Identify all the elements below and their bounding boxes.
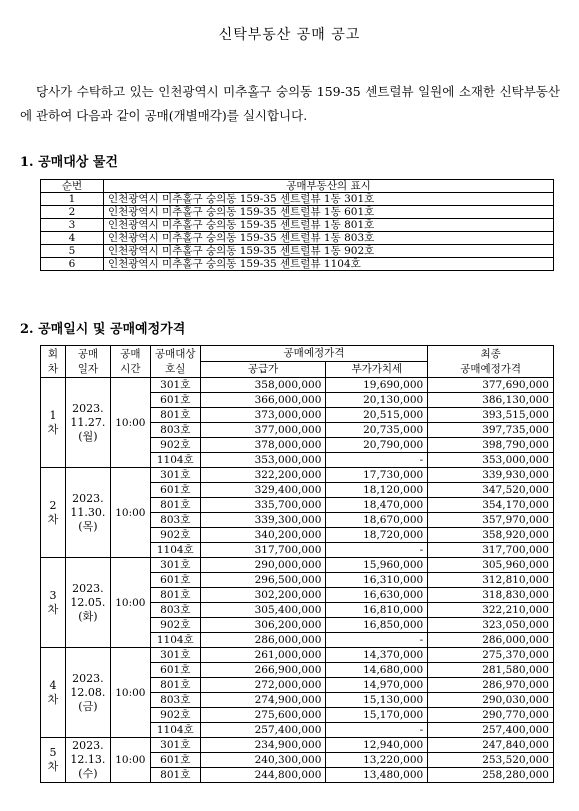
final-price-cell: 258,280,000	[428, 768, 554, 783]
supply-price-cell: 339,300,000	[200, 513, 326, 528]
section1-heading: 1. 공매대상 물건	[20, 155, 118, 170]
final-price-cell: 290,770,000	[428, 708, 554, 723]
vat-cell: 17,730,000	[326, 468, 428, 483]
final-price-cell: 290,030,000	[428, 693, 554, 708]
vat-cell: 18,720,000	[326, 528, 428, 543]
final-price-cell: 377,690,000	[428, 378, 554, 393]
supply-price-cell: 266,900,000	[200, 663, 326, 678]
date-cell: 2023. 11.27. (월)	[65, 378, 110, 468]
table-row	[41, 258, 554, 271]
supply-price-cell: 305,400,000	[200, 603, 326, 618]
round-cell: 1 차	[41, 378, 66, 468]
vat-cell: 16,810,000	[326, 603, 428, 618]
vat-cell: 13,220,000	[326, 753, 428, 768]
property-address: 인천광역시 미추홀구 숭의동 159-35 센트럴뷰 1동 803호	[104, 232, 554, 245]
col-header-no: 순번	[41, 180, 104, 193]
unit-cell: 801호	[150, 768, 200, 783]
unit-cell: 801호	[150, 498, 200, 513]
col-header-supply: 공급가	[200, 362, 326, 378]
table-row	[41, 378, 554, 393]
unit-cell: 301호	[150, 558, 200, 573]
unit-cell: 1104호	[150, 543, 200, 558]
round-cell: 3 차	[41, 558, 66, 648]
supply-price-cell: 377,000,000	[200, 423, 326, 438]
vat-cell: 14,680,000	[326, 663, 428, 678]
final-price-cell: 339,930,000	[428, 468, 554, 483]
round-cell: 4 차	[41, 648, 66, 738]
row-number: 5	[41, 245, 104, 258]
final-price-cell: 257,400,000	[428, 723, 554, 738]
final-price-cell: 305,960,000	[428, 558, 554, 573]
final-price-cell: 281,580,000	[428, 663, 554, 678]
supply-price-cell: 257,400,000	[200, 723, 326, 738]
property-address: 인천광역시 미추홀구 숭의동 159-35 센트럴뷰 1동 902호	[104, 245, 554, 258]
time-cell: 10:00	[110, 738, 150, 783]
date-cell: 2023. 11.30. (목)	[65, 468, 110, 558]
supply-price-cell: 240,300,000	[200, 753, 326, 768]
final-price-cell: 347,520,000	[428, 483, 554, 498]
supply-price-cell: 358,000,000	[200, 378, 326, 393]
supply-price-cell: 353,000,000	[200, 453, 326, 468]
unit-cell: 803호	[150, 693, 200, 708]
table-row	[41, 193, 554, 206]
property-address: 인천광역시 미추홀구 숭의동 159-35 센트럴뷰 1104호	[104, 258, 554, 271]
final-price-cell: 286,970,000	[428, 678, 554, 693]
vat-cell: 16,310,000	[326, 573, 428, 588]
unit-cell: 301호	[150, 648, 200, 663]
table-row	[41, 738, 554, 753]
vat-cell: 18,470,000	[326, 498, 428, 513]
vat-cell: 13,480,000	[326, 768, 428, 783]
final-price-cell: 353,000,000	[428, 453, 554, 468]
final-price-cell: 397,735,000	[428, 423, 554, 438]
final-price-cell: 253,520,000	[428, 753, 554, 768]
vat-cell: -	[326, 453, 428, 468]
col-header-final-price: 최종 공매예정가격	[428, 346, 554, 378]
vat-cell: 14,970,000	[326, 678, 428, 693]
vat-cell: -	[326, 633, 428, 648]
vat-cell: 16,850,000	[326, 618, 428, 633]
unit-cell: 1104호	[150, 723, 200, 738]
supply-price-cell: 244,800,000	[200, 768, 326, 783]
vat-cell: 16,630,000	[326, 588, 428, 603]
supply-price-cell: 366,000,000	[200, 393, 326, 408]
supply-price-cell: 329,400,000	[200, 483, 326, 498]
supply-price-cell: 322,200,000	[200, 468, 326, 483]
supply-price-cell: 302,200,000	[200, 588, 326, 603]
unit-cell: 902호	[150, 708, 200, 723]
target-property-table	[40, 179, 554, 271]
table-row	[41, 219, 554, 232]
supply-price-cell: 290,000,000	[200, 558, 326, 573]
final-price-cell: 312,810,000	[428, 573, 554, 588]
vat-cell: 18,670,000	[326, 513, 428, 528]
vat-cell: -	[326, 723, 428, 738]
unit-cell: 601호	[150, 753, 200, 768]
vat-cell: 14,370,000	[326, 648, 428, 663]
property-address: 인천광역시 미추홀구 숭의동 159-35 센트럴뷰 1동 301호	[104, 193, 554, 206]
vat-cell: 12,940,000	[326, 738, 428, 753]
property-address: 인천광역시 미추홀구 숭의동 159-35 센트럴뷰 1동 801호	[104, 219, 554, 232]
supply-price-cell: 335,700,000	[200, 498, 326, 513]
final-price-cell: 357,970,000	[428, 513, 554, 528]
unit-cell: 803호	[150, 603, 200, 618]
supply-price-cell: 378,000,000	[200, 438, 326, 453]
date-cell: 2023. 12.08. (금)	[65, 648, 110, 738]
supply-price-cell: 261,000,000	[200, 648, 326, 663]
unit-cell: 601호	[150, 483, 200, 498]
supply-price-cell: 234,900,000	[200, 738, 326, 753]
final-price-cell: 247,840,000	[428, 738, 554, 753]
unit-cell: 801호	[150, 678, 200, 693]
supply-price-cell: 317,700,000	[200, 543, 326, 558]
page-title: 신탁부동산 공매 공고	[218, 27, 361, 43]
unit-cell: 301호	[150, 468, 200, 483]
supply-price-cell: 286,000,000	[200, 633, 326, 648]
table-row	[41, 468, 554, 483]
time-cell: 10:00	[110, 648, 150, 738]
unit-cell: 601호	[150, 573, 200, 588]
vat-cell: 19,690,000	[326, 378, 428, 393]
supply-price-cell: 274,900,000	[200, 693, 326, 708]
final-price-cell: 386,130,000	[428, 393, 554, 408]
col-header-round: 회 차	[41, 346, 66, 378]
vat-cell: 18,120,000	[326, 483, 428, 498]
unit-cell: 803호	[150, 513, 200, 528]
vat-cell: 15,960,000	[326, 558, 428, 573]
unit-cell: 1104호	[150, 633, 200, 648]
table-row	[41, 648, 554, 663]
col-header-property: 공매부동산의 표시	[104, 180, 554, 193]
row-number: 3	[41, 219, 104, 232]
unit-cell: 902호	[150, 528, 200, 543]
unit-cell: 301호	[150, 378, 200, 393]
intro-paragraph: 당사가 수탁하고 있는 인천광역시 미추홀구 숭의동 159-35 센트럴뷰 일원에 소재한 신탁부동산에 관하여 다음과 같이 공매(개별매각)를 실시합니다.	[20, 84, 560, 123]
property-address: 인천광역시 미추홀구 숭의동 159-35 센트럴뷰 1동 601호	[104, 206, 554, 219]
unit-cell: 601호	[150, 393, 200, 408]
date-cell: 2023. 12.13. (수)	[65, 738, 110, 783]
section2-heading: 2. 공매일시 및 공매예정가격	[20, 322, 186, 337]
final-price-cell: 322,210,000	[428, 603, 554, 618]
final-price-cell: 398,790,000	[428, 438, 554, 453]
unit-cell: 301호	[150, 738, 200, 753]
table-row	[41, 558, 554, 573]
vat-cell: 15,130,000	[326, 693, 428, 708]
row-number: 6	[41, 258, 104, 271]
col-header-vat: 부가가치세	[326, 362, 428, 378]
final-price-cell: 354,170,000	[428, 498, 554, 513]
round-cell: 5 차	[41, 738, 66, 783]
col-header-time: 공매 시간	[110, 346, 150, 378]
vat-cell: 15,170,000	[326, 708, 428, 723]
table-row	[41, 206, 554, 219]
final-price-cell: 318,830,000	[428, 588, 554, 603]
supply-price-cell: 275,600,000	[200, 708, 326, 723]
vat-cell: 20,790,000	[326, 438, 428, 453]
final-price-cell: 393,515,000	[428, 408, 554, 423]
time-cell: 10:00	[110, 468, 150, 558]
supply-price-cell: 340,200,000	[200, 528, 326, 543]
final-price-cell: 323,050,000	[428, 618, 554, 633]
supply-price-cell: 306,200,000	[200, 618, 326, 633]
unit-cell: 801호	[150, 588, 200, 603]
supply-price-cell: 373,000,000	[200, 408, 326, 423]
vat-cell: 20,130,000	[326, 393, 428, 408]
unit-cell: 902호	[150, 618, 200, 633]
vat-cell: 20,735,000	[326, 423, 428, 438]
final-price-cell: 286,000,000	[428, 633, 554, 648]
unit-cell: 801호	[150, 408, 200, 423]
supply-price-cell: 272,000,000	[200, 678, 326, 693]
row-number: 2	[41, 206, 104, 219]
col-header-date: 공매 일자	[65, 346, 110, 378]
supply-price-cell: 296,500,000	[200, 573, 326, 588]
final-price-cell: 358,920,000	[428, 528, 554, 543]
col-header-unit: 공매대상 호실	[150, 346, 200, 378]
vat-cell: 20,515,000	[326, 408, 428, 423]
final-price-cell: 317,700,000	[428, 543, 554, 558]
time-cell: 10:00	[110, 558, 150, 648]
table-row	[41, 232, 554, 245]
row-number: 1	[41, 193, 104, 206]
date-cell: 2023. 12.05. (화)	[65, 558, 110, 648]
vat-cell: -	[326, 543, 428, 558]
unit-cell: 803호	[150, 423, 200, 438]
unit-cell: 1104호	[150, 453, 200, 468]
unit-cell: 601호	[150, 663, 200, 678]
final-price-cell: 275,370,000	[428, 648, 554, 663]
table-row	[41, 245, 554, 258]
time-cell: 10:00	[110, 378, 150, 468]
col-header-price-group: 공매예정가격	[200, 346, 428, 362]
unit-cell: 902호	[150, 438, 200, 453]
row-number: 4	[41, 232, 104, 245]
round-cell: 2 차	[41, 468, 66, 558]
auction-schedule-table	[40, 345, 554, 783]
